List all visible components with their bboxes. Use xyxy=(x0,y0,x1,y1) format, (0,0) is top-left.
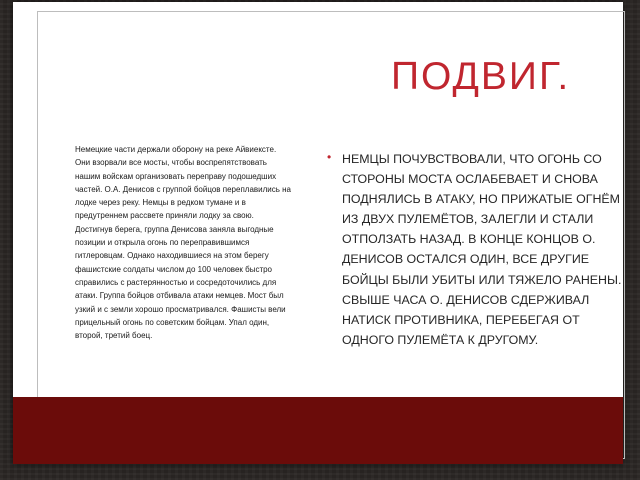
slide xyxy=(13,2,623,464)
bullet-dot-icon: • xyxy=(327,150,332,164)
slide-title: ПОДВИГ. xyxy=(391,55,571,98)
bullet-item-text: НЕМЦЫ ПОЧУВСТВОВАЛИ, ЧТО ОГОНЬ СО СТОРОНЫ МОСТА ОСЛАБЕВАЕТ И СНОВА ПОДНЯЛИСЬ В АТАКУ, НО ПРИЖАТЫЕ ОГНЁМ ИЗ ДВУХ ПУЛЕМЁТОВ, ЗАЛЕГЛИ И СТАЛИ ОТПОЛЗАТЬ НАЗАД. В КОНЦЕ КОНЦОВ О. ДЕНИСОВ ОСТАЛСЯ ОДИН, ВСЕ ДРУГИЕ БОЙЦЫ БЫЛИ УБИТЫ ИЛИ ТЯЖЕЛО РАНЕНЫ. СВЫШЕ ЧАСА О. ДЕНИСОВ СДЕРЖИВАЛ НАТИСК ПРОТИВНИКА, ПЕРЕБЕГАЯ ОТ ОДНОГО ПУЛЕМЁТА К ДРУГОМУ. xyxy=(342,152,622,347)
decorative-band xyxy=(13,397,623,464)
story-text-box: Немецкие части держали оборону на реке Айвиексте. Они взорвали все мосты, чтобы воспрепятствовать нашим войскам организовать переправу подошедших частей. О.А. Денисов с группой бойцов переплавились на лодке через реку. Немцы в редком тумане и в предутреннем рассвете приняли лодку за свою. Достигнув берега, группа Денисова заняла выгодные позиции и открыла огонь по переправившимся гитлеровцам. Однако находившиеся на этом берегу фашистские солдаты числом до 100 человек быстро справились с растерянностью и сосредоточились для атаки. Группа бойцов отбивала атаки немцев. Мост был узкий и с земли хорошо просматривался. Фашисты вели прицельный огонь по советским бойцам. Упал один, второй, третий боец. xyxy=(75,145,292,341)
